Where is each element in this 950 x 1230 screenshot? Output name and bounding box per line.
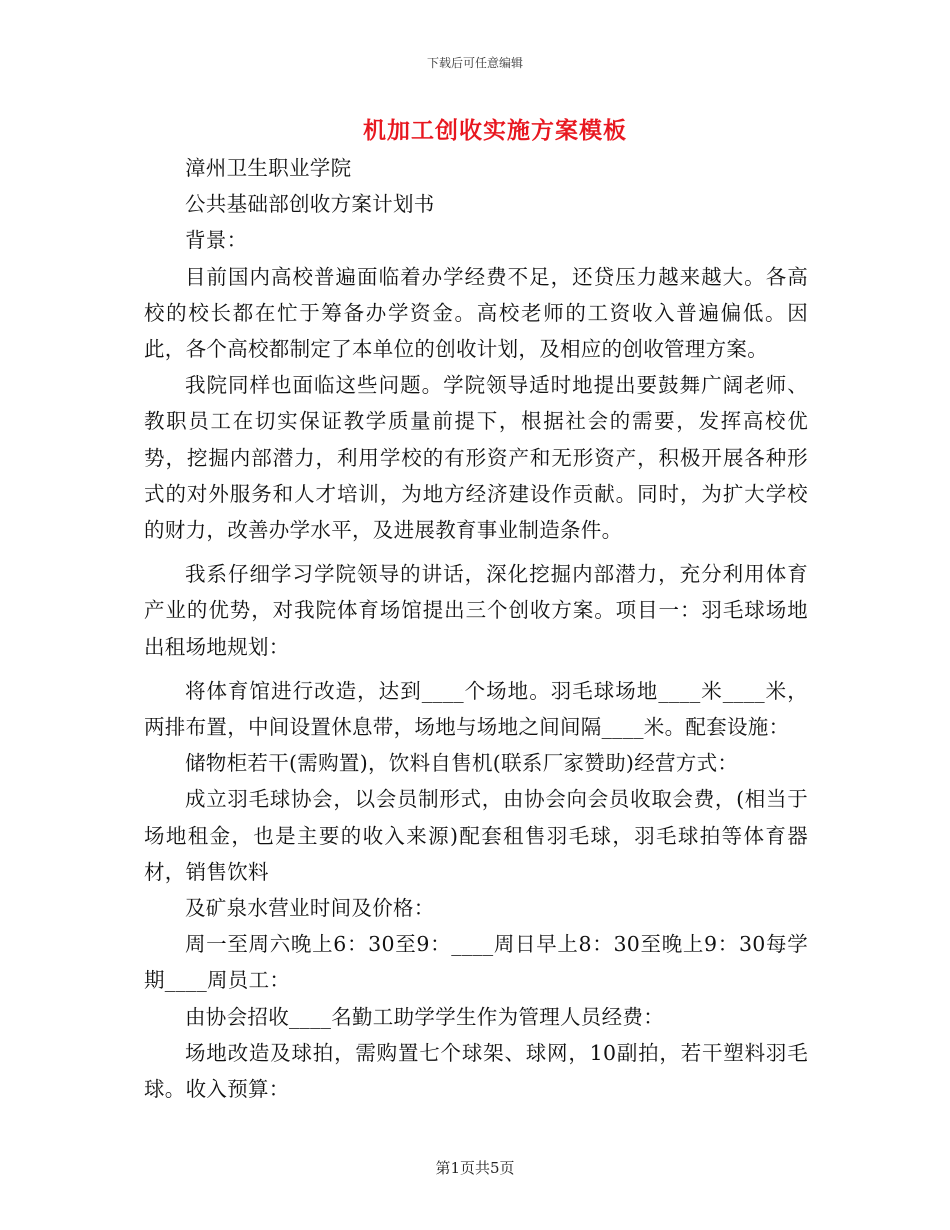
paragraph-hours-label: 及矿泉水营业时间及价格： xyxy=(185,896,435,921)
header-note: 下载后可任意编辑 xyxy=(426,56,523,70)
paragraph-school: 漳州卫生职业学院 xyxy=(185,156,352,180)
paragraph-background-label: 背景： xyxy=(185,228,248,253)
paragraph-schedule: 周一至周六晚上6：30至9：____周日早上8：30至晚上9：30每学期____周员工： xyxy=(144,932,808,993)
paragraph-association: 成立羽毛球协会，以会员制形式，由协会向会员收取会费，(相当于场地租金，也是主要的收入来源)配套租售羽毛球，羽毛球拍等体育器材，销售饮料 xyxy=(144,787,808,884)
paragraph-college-issue: 我院同样也面临这些问题。学院领导适时地提出要鼓舞广阔老师、教职员工在切实保证教学质量前提下，根据社会的需要，发挥高校优势，挖掘内部潜力，利用学校的有形资产和无形资产，积极开展各种形式的对外服务和人才培训，为地方经济建设作贡献。同时，为扩大学校的财力，改善办学水平，及进展教育事业制造条件。 xyxy=(144,373,808,543)
paragraph-staff: 由协会招收____名勤工助学学生作为管理人员经费： xyxy=(185,1004,664,1029)
paragraph-background: 目前国内高校普遍面临着办学经费不足，还贷压力越来越大。各高校的校长都在忙于筹备办学资金。高校老师的工资收入普遍偏低。因此，各个高校都制定了本单位的创收计划，及相应的创收管理方案。 xyxy=(144,264,808,362)
paragraph-project-one: 我系仔细学习学院领导的讲话，深化挖掘内部潜力，充分利用体育产业的优势，对我院体育场馆提出三个创收方案。项目一：羽毛球场地出租场地规划： xyxy=(144,562,808,659)
paragraph-plan-name: 公共基础部创收方案计划书 xyxy=(185,192,435,217)
page-number: 第1页共5页 xyxy=(435,1159,515,1177)
paragraph-renovation: 将体育馆进行改造，达到____个场地。羽毛球场地____米____米，两排布置，中间设置休息带，场地与场地之间间隔____米。配套设施： xyxy=(144,678,808,740)
document-body xyxy=(144,150,808,1107)
document-title: 机加工创收实施方案模板 xyxy=(363,117,627,144)
paragraph-budget: 场地改造及球拍，需购置七个球架、球网，10副拍，若干塑料羽毛球。收入预算： xyxy=(144,1040,808,1102)
paragraph-facilities: 储物柜若干(需购置)，饮料自售机(联系厂家赞助)经营方式： xyxy=(185,751,739,776)
